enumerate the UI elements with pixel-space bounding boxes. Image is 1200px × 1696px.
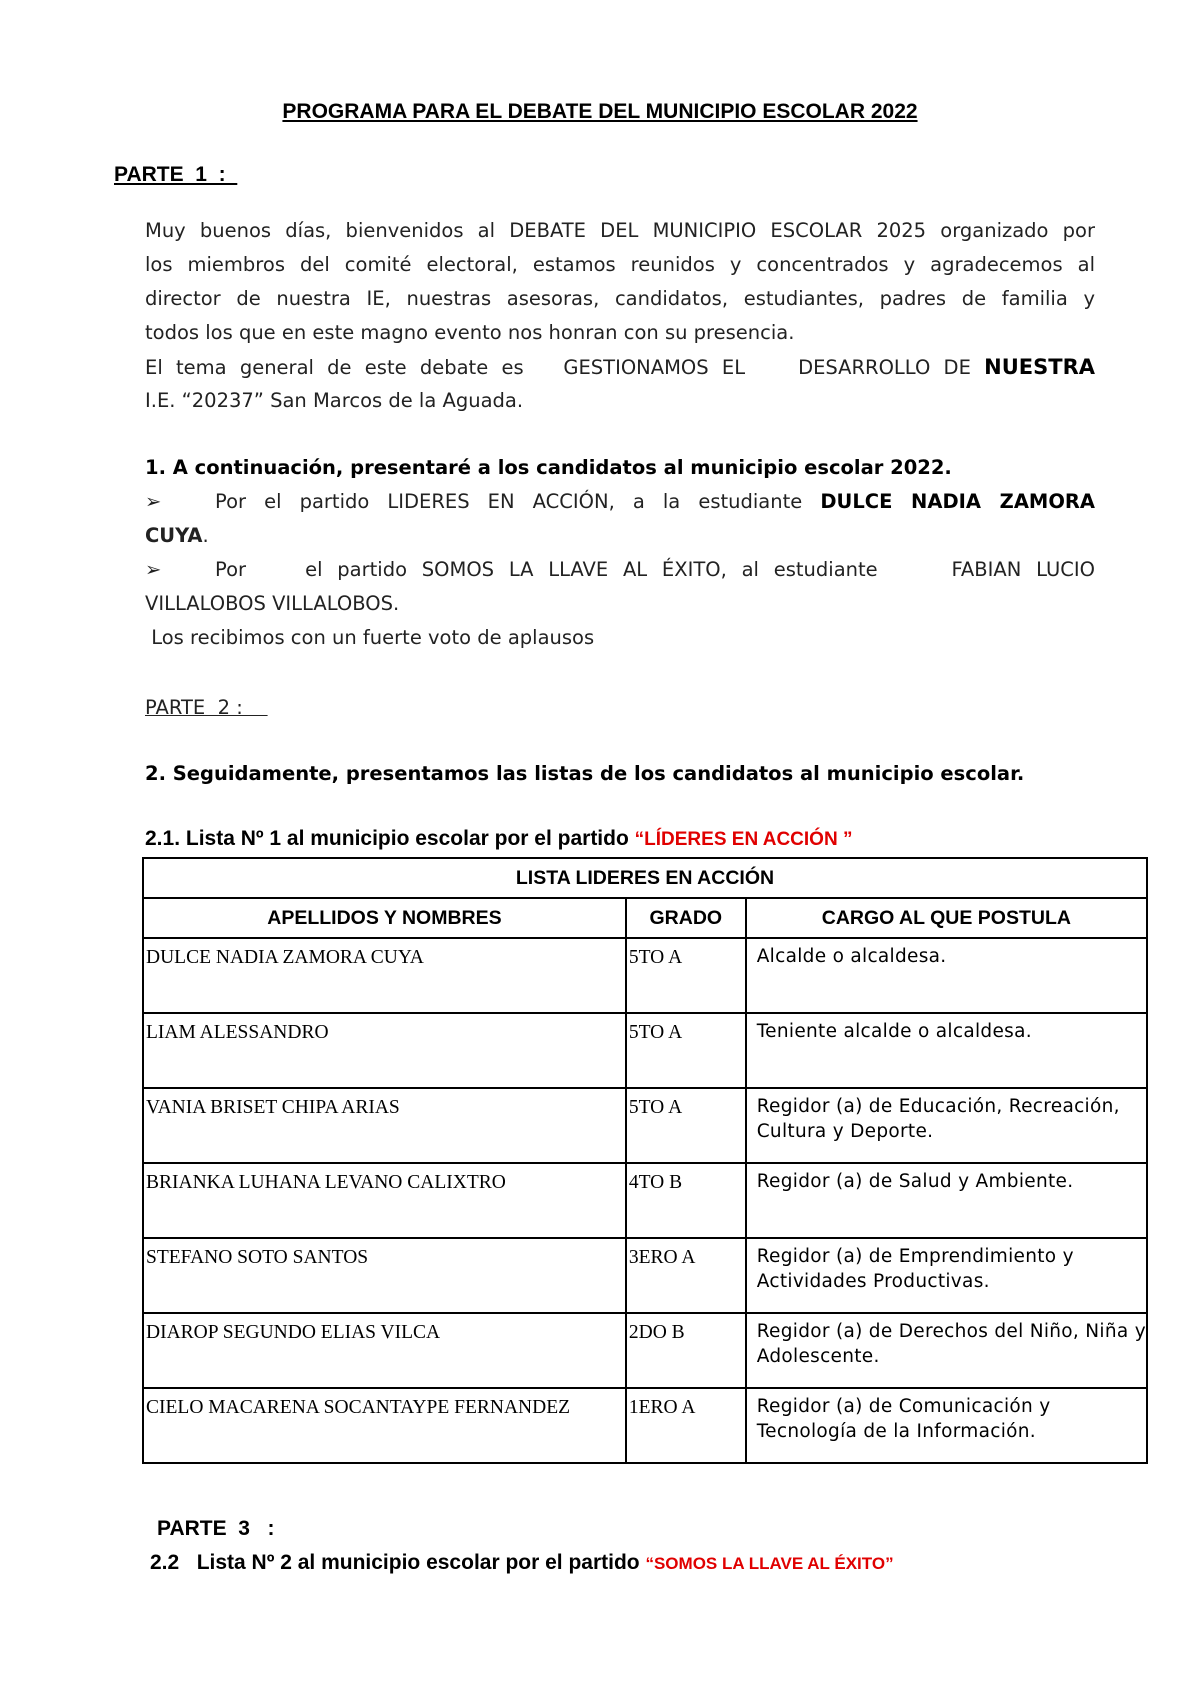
cell-name: VANIA BRISET CHIPA ARIAS: [143, 1088, 626, 1163]
cell-position: Teniente alcalde o alcaldesa.: [746, 1013, 1147, 1088]
table-row: [143, 1388, 1147, 1463]
table-caption: LISTA LIDERES EN ACCIÓN: [143, 858, 1147, 898]
intro-line-2: los miembros del comité electoral, estamos reunidos y concentrados y agradecemos al: [145, 253, 1095, 276]
document-title: PROGRAMA PARA EL DEBATE DEL MUNICIPIO ESCOLAR 2022: [282, 100, 918, 123]
cell-grade: 2DO B: [626, 1313, 746, 1388]
section-2-heading: 2. Seguidamente, presentamos las listas de los candidatos al municipio escolar.: [145, 762, 1025, 785]
cell-position: Regidor (a) de Educación, Recreación, Cultura y Deporte.: [746, 1088, 1147, 1163]
bullet-1-text: Por el partido LIDERES EN ACCIÓN, a la estudiante: [215, 490, 821, 513]
theme-bold: NUESTRA: [984, 355, 1095, 379]
cell-grade: 5TO A: [626, 1088, 746, 1163]
cell-name: DULCE NADIA ZAMORA CUYA: [143, 938, 626, 1013]
arrow-bullet-icon: ➢: [145, 490, 162, 513]
list-1-prefix: 2.1. Lista Nº 1 al municipio escolar por el partido: [145, 827, 635, 850]
bullet-2-text: Por el partido SOMOS LA LLAVE AL ÉXITO, al estudiante FABIAN LUCIO: [215, 558, 1095, 581]
cell-name: DIAROP SEGUNDO ELIAS VILCA: [143, 1313, 626, 1388]
cell-position: Alcalde o alcaldesa.: [746, 938, 1147, 1013]
intro-line-4: todos los que en este magno evento nos honran con su presencia.: [145, 321, 795, 344]
header-grade: GRADO: [626, 898, 746, 938]
cell-position: Regidor (a) de Derechos del Niño, Niña y Adolescente.: [746, 1313, 1147, 1388]
table-row: [143, 938, 1147, 1013]
parte-2-heading: PARTE 2 :: [145, 696, 268, 719]
cell-grade: 5TO A: [626, 1013, 746, 1088]
list-2-heading: [150, 1551, 894, 1575]
cell-name: CIELO MACARENA SOCANTAYPE FERNANDEZ: [143, 1388, 626, 1463]
header-position: CARGO AL QUE POSTULA: [746, 898, 1147, 938]
bullet-2-line-2: VILLALOBOS VILLALOBOS.: [145, 592, 400, 615]
cell-grade: 1ERO A: [626, 1388, 746, 1463]
cell-name: STEFANO SOTO SANTOS: [143, 1238, 626, 1313]
bullet-2-line-1: [145, 553, 1095, 587]
intro-line-3: director de nuestra IE, nuestras asesoras, candidatos, estudiantes, padres de familia y: [145, 287, 1095, 310]
theme-prefix: El tema general de este debate es GESTIONAMOS EL DESARROLLO DE: [145, 356, 985, 379]
cell-grade: 4TO B: [626, 1163, 746, 1238]
header-names: APELLIDOS Y NOMBRES: [143, 898, 626, 938]
cell-grade: 5TO A: [626, 938, 746, 1013]
intro-line-1: Muy buenos días, bienvenidos al DEBATE DEL MUNICIPIO ESCOLAR 2025 organizado por: [145, 219, 1095, 242]
theme-line-2: I.E. “20237” San Marcos de la Aguada.: [145, 389, 524, 412]
list-2-party: “SOMOS LA LLAVE AL ÉXITO”: [645, 1554, 894, 1573]
table-row: [143, 1313, 1147, 1388]
bullet-1-line-1: [145, 485, 1095, 519]
cell-position: Regidor (a) de Salud y Ambiente.: [746, 1163, 1147, 1238]
list-1-heading: [145, 827, 852, 851]
candidates-table: [142, 857, 1148, 1464]
cell-position: Regidor (a) de Comunicación y Tecnología de la Información.: [746, 1388, 1147, 1463]
bullet-1-cont: CUYA: [145, 524, 203, 547]
bullet-1-line-2: CUYA.: [145, 524, 209, 547]
list-1-party: “LÍDERES EN ACCIÓN ”: [634, 829, 853, 850]
table-row: [143, 1013, 1147, 1088]
cell-name: BRIANKA LUHANA LEVANO CALIXTRO: [143, 1163, 626, 1238]
table-row: [143, 1163, 1147, 1238]
applause-line: Los recibimos con un fuerte voto de aplausos: [145, 626, 595, 649]
section-1-heading: 1. A continuación, presentaré a los candidatos al municipio escolar 2022.: [145, 456, 952, 479]
cell-position: Regidor (a) de Emprendimiento y Actividades Productivas.: [746, 1238, 1147, 1313]
table-row: [143, 1088, 1147, 1163]
list-2-prefix: 2.2 Lista Nº 2 al municipio escolar por el partido: [150, 1551, 646, 1574]
parte-3-heading: PARTE 3 :: [157, 1517, 275, 1540]
cell-name: LIAM ALESSANDRO: [143, 1013, 626, 1088]
theme-line-1: [145, 350, 1095, 385]
bullet-1-bold: DULCE NADIA ZAMORA: [820, 490, 1095, 513]
parte-1-heading: PARTE 1 :: [114, 163, 238, 186]
table-row: [143, 1238, 1147, 1313]
cell-grade: 3ERO A: [626, 1238, 746, 1313]
arrow-bullet-icon: ➢: [145, 558, 162, 581]
